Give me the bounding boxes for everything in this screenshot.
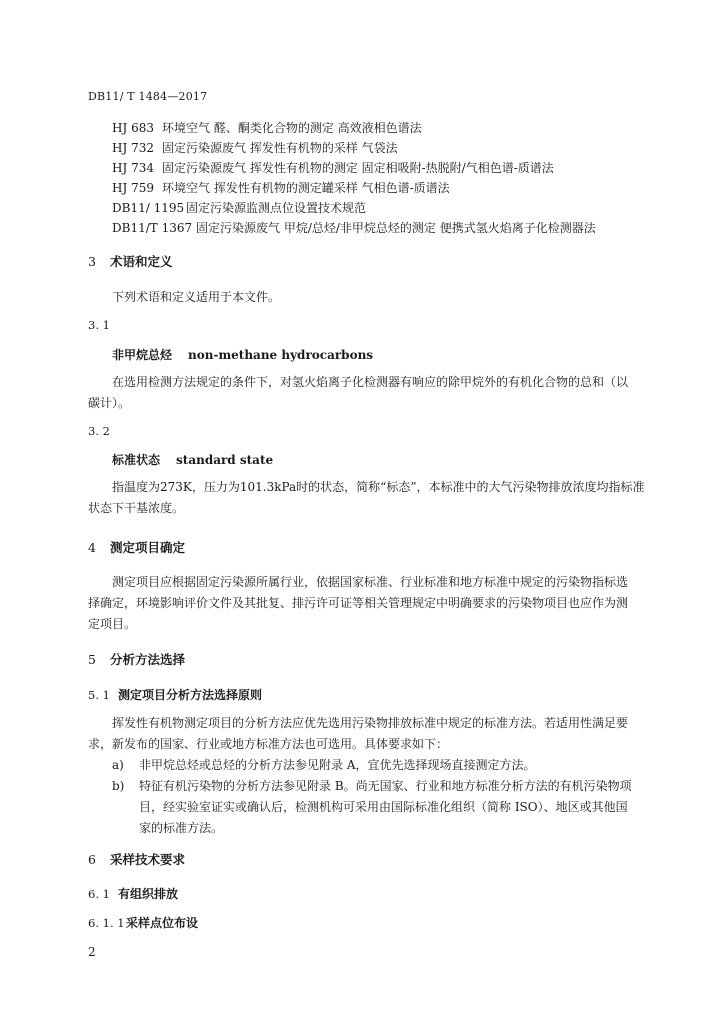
term-number-3-1: 3. 1 [88,318,110,332]
term-3-1 [112,346,373,363]
list-item-text: 特征有机污染物的分析方法参见附录 B。尚无国家、行业和地方标准分析方法的有机污染物项 [139,779,632,793]
reference-title: 固定污染源废气 挥发性有机物的测定 固定相吸附-热脱附/气相色谱-质谱法 [162,161,554,175]
section-3-intro [88,287,658,308]
section-title: 分析方法选择 [110,652,186,667]
reference-item [112,178,596,198]
reference-item [112,218,596,238]
section-number: 6. 1. 1 [88,916,125,930]
term-3-2 [112,451,273,468]
reference-item [112,198,596,218]
reference-code: HJ 683 [112,121,154,135]
paragraph-line: 定项目。 [88,617,137,631]
paragraph-line: 测定项目应根据固定污染源所属行业，依据国家标准、行业标准和地方标准中规定的污染物指标选 [112,575,629,589]
section-number: 6 [88,852,96,867]
reference-title: 固定污染源监测点位设置技术规范 [186,201,367,215]
list-marker: a) [112,758,124,772]
section-title: 测定项目确定 [110,540,186,555]
reference-item [112,158,596,178]
paragraph-line: 指温度为273K，压力为101.3kPa时的状态，简称“标态”，本标准中的大气污染物排放浓度均指标准 [112,480,645,494]
paragraph-line: 碳计）。 [88,396,131,410]
list-item-text: 非甲烷总烃或总烃的分析方法参见附录 A，宜优先选择现场直接测定方法。 [139,758,536,772]
reference-code: DB11/ 1195 [112,201,185,215]
section-number: 3 [88,254,96,269]
section-5-1-heading [88,686,262,703]
term-chinese: 非甲烷总烃 [112,348,173,362]
paragraph-line: 状态下干基浓度。 [88,501,185,515]
term-english: standard state [176,453,274,467]
section-4-body [88,572,658,635]
reference-code: HJ 732 [112,141,154,155]
section-title: 术语和定义 [110,254,173,269]
list-item-b [112,776,660,839]
section-title: 有组织排放 [118,887,179,901]
paragraph-line: 择确定，环境影响评价文件及其批复、排污许可证等相关管理规定中明确要求的污染物项目也应作为测 [88,596,629,610]
reference-title: 环境空气 挥发性有机物的测定罐采样 气相色谱-质谱法 [162,181,450,195]
reference-item [112,118,596,138]
list-item-text: 目，经实验室证实或确认后，检测机构可采用由国际标准化组织（简称 ISO）、地区或其他国 [139,800,628,814]
term-chinese: 标准状态 [112,453,161,467]
section-title: 采样点位布设 [126,916,199,930]
section-6-heading [88,850,185,868]
reference-code: DB11/T 1367 [112,221,193,235]
reference-item [112,138,596,158]
paragraph-line: 求，新发布的国家、行业或地方标准方法也可选用。具体要求如下： [88,737,449,751]
section-6-1-heading [88,885,178,902]
page-number: 2 [88,945,96,959]
document-id-header: DB11/ T 1484—2017 [88,90,208,103]
reference-title: 固定污染源废气 甲烷/总烃/非甲烷总烃的测定 便携式氢火焰离子化检测器法 [196,221,596,235]
section-3-heading [88,252,173,270]
section-number: 5 [88,652,96,667]
section-6-1-1-heading [88,914,198,931]
section-title: 采样技术要求 [110,852,186,867]
list-item-text: 家的标准方法。 [139,821,224,835]
section-title: 测定项目分析方法选择原则 [118,688,263,702]
reference-code: HJ 734 [112,161,154,175]
section-number: 5. 1 [88,688,110,702]
term-number-3-2: 3. 2 [88,424,110,438]
section-4-heading [88,538,185,556]
paragraph-line: 下列术语和定义适用于本文件。 [112,290,281,304]
reference-title: 环境空气 醛、酮类化合物的测定 高效液相色谱法 [162,121,422,135]
section-number: 6. 1 [88,887,110,901]
normative-references-list [112,118,596,238]
reference-code: HJ 759 [112,181,154,195]
section-5-heading [88,650,185,668]
term-english: non-methane hydrocarbons [188,348,374,362]
paragraph-line: 挥发性有机物测定项目的分析方法应优先选用污染物排放标准中规定的标准方法。若适用性满足要 [112,716,629,730]
paragraph-line: 在选用检测方法规定的条件下，对氢火焰离子化检测器有响应的除甲烷外的有机化合物的总和（以 [112,375,629,389]
term-3-1-definition [88,372,658,414]
section-5-1-body [88,713,658,755]
list-item-a [112,755,660,776]
term-3-2-definition [88,477,658,519]
list-marker: b) [112,779,125,793]
section-number: 4 [88,540,96,555]
reference-title: 固定污染源废气 挥发性有机物的采样 气袋法 [162,141,398,155]
